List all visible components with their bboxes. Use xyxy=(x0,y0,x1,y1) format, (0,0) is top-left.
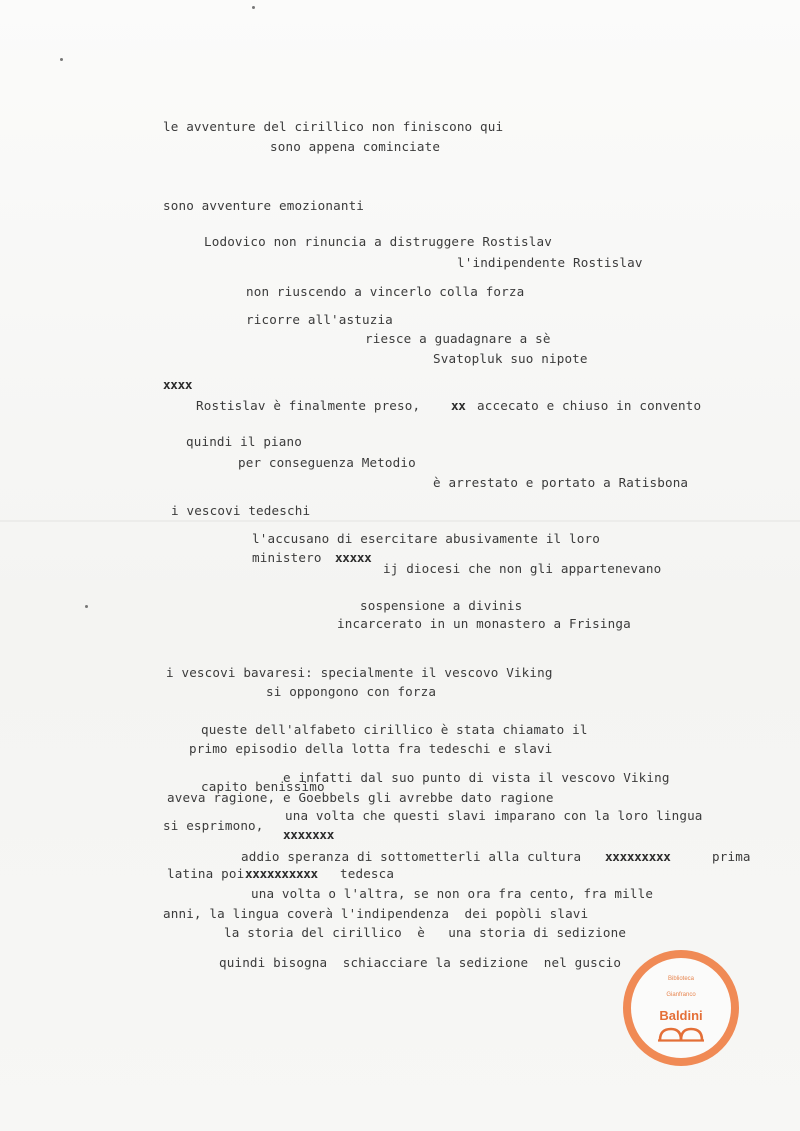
text-line: capito benissimo xyxy=(201,779,325,794)
text-line: sono avventure emozionanti xyxy=(163,198,365,213)
text-line: i vescovi bavaresi: specialmente il vescovo Viking xyxy=(166,665,553,680)
text-line: queste dell'alfabeto cirillico è stata chiamato il xyxy=(201,722,588,737)
paper-crease xyxy=(0,520,800,522)
struck-out-text: xxxxxxxxx xyxy=(605,849,671,864)
struck-out-text: xx xyxy=(451,398,466,413)
text-line: si esprimono, xyxy=(163,818,264,833)
library-stamp xyxy=(623,950,739,1066)
text-line: riesce a guadagnare a sè xyxy=(365,331,551,346)
text-line: ij diocesi che non gli appartenevano xyxy=(383,561,662,576)
text-line: Svatopluk suo nipote xyxy=(433,351,588,366)
text-line: non riuscendo a vincerlo colla forza xyxy=(246,284,525,299)
text-line: una volta o l'altra, se non ora fra cento, fra mille xyxy=(251,886,654,901)
stamp-sub-text: Gianfranco xyxy=(666,992,696,998)
struck-out-text: xxxx xyxy=(163,377,193,392)
text-line: quindi il piano xyxy=(186,434,302,449)
text-line: Lodovico non rinuncia a distruggere Rostislav xyxy=(204,234,552,249)
stamp-name: Baldini xyxy=(659,1008,703,1023)
text-line: primo episodio della lotta fra tedeschi e slavi xyxy=(189,741,553,756)
text-line: e infatti dal suo punto di vista il vescovo Viking xyxy=(283,770,670,785)
text-line: per conseguenza Metodio xyxy=(238,455,416,470)
struck-out-text: xxxxxxx xyxy=(283,827,334,842)
text-line: Rostislav è finalmente preso, xyxy=(196,398,421,413)
text-line: quindi bisogna schiacciare la sedizione nel guscio xyxy=(219,955,622,970)
text-line: anni, la lingua coverà l'indipendenza dei popòli slavi xyxy=(163,906,589,921)
text-line: latina poi xyxy=(167,866,245,881)
text-line: prima xyxy=(712,849,751,864)
text-line: addio speranza di sottometterli alla cultura xyxy=(241,849,582,864)
text-line: aveva ragione, e Goebbels gli avrebbe dato ragione xyxy=(167,790,554,805)
text-line: accecato e chiuso in convento xyxy=(477,398,702,413)
open-book-icon xyxy=(657,1026,705,1042)
struck-out-text: xxxxxxxxxx xyxy=(245,866,318,881)
text-line: ricorre all'astuzia xyxy=(246,312,393,327)
text-line: ministero xyxy=(252,550,322,565)
text-line: l'indipendente Rostislav xyxy=(457,255,643,270)
text-line: i vescovi tedeschi xyxy=(171,503,311,518)
text-line: è arrestato e portato a Ratisbona xyxy=(433,475,689,490)
stamp-top-text: Biblioteca xyxy=(667,976,694,982)
text-line: le avventure del cirillico non finiscono qui xyxy=(163,119,504,134)
text-line: sospensione a divinis xyxy=(360,598,523,613)
text-line: si oppongono con forza xyxy=(266,684,437,699)
ink-speck xyxy=(85,605,88,608)
text-line: tedesca xyxy=(340,866,395,881)
text-line: incarcerato in un monastero a Frisinga xyxy=(337,616,631,631)
text-line: l'accusano di esercitare abusivamente il loro xyxy=(252,531,600,546)
ink-speck xyxy=(252,6,255,9)
text-line: sono appena cominciate xyxy=(270,139,441,154)
struck-out-text: xxxxx xyxy=(335,550,372,565)
text-line: una volta che questi slavi imparano con la loro lingua xyxy=(285,808,703,823)
text-line: la storia del cirillico è una storia di sedizione xyxy=(224,925,627,940)
ink-speck xyxy=(60,58,63,61)
